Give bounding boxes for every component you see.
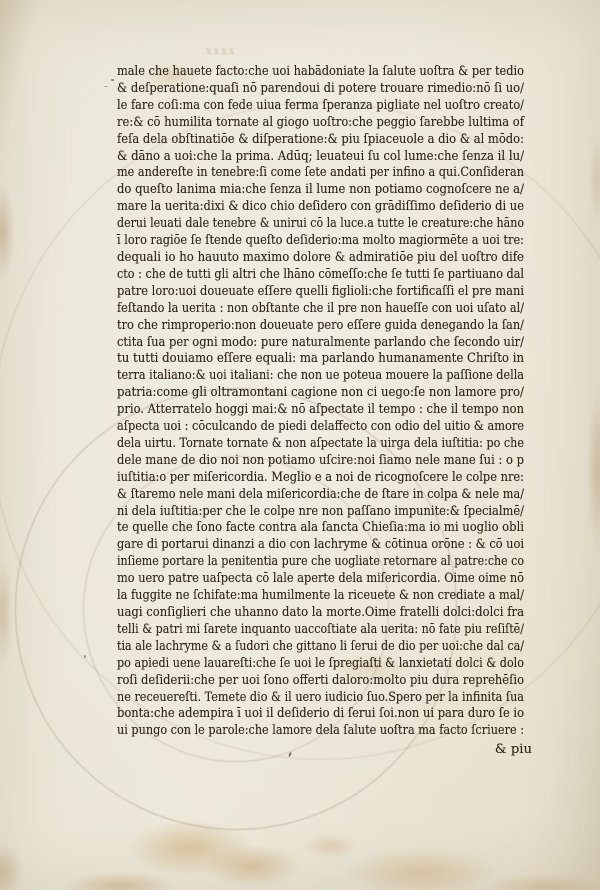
text-line: feſa dela obſtinatiōe & diſperatione:& piu ſpiaceuole a dio & al mōdo: bbox=[117, 131, 524, 147]
text-line: iuſtitia:o per miſericordia. Meglio e a noi de ricognoſcere le colpe nre: bbox=[117, 469, 524, 485]
text-line: patria:come gli oltramontani cagione non ci uego:ſe non lamore pro/ bbox=[117, 385, 524, 401]
ink-speck bbox=[111, 79, 114, 81]
text-line: male che hauete facto:che uoi habādoniate la ſalute uoſtra & per tedio bbox=[117, 64, 524, 79]
text-line: dela uirtu. Tornate tornate & non aſpectate la uirga dela iuſtitia: po che bbox=[117, 435, 524, 451]
text-line: po apiedi uene lauareſti:che ſe uoi le ſpregiaſti & lanxietati dolci & dolo bbox=[117, 655, 524, 671]
folio-show-through-mark: xxxx bbox=[206, 46, 237, 57]
text-line: ui pungo con le parole:che lamore dela ſalute uoſtra ma facto ſcriuere : bbox=[117, 723, 524, 739]
text-line: & ſtaremo nele mani dela miſericordia:che de ſtare in colpa & nele ma/ bbox=[117, 486, 524, 502]
text-line: dele mane de dio noi non potiamo uſcire:noi ſiamo nele mane ſui : o p bbox=[117, 452, 524, 468]
text-block bbox=[117, 64, 524, 740]
text-line: gare di portarui dinanzi a dio con lachryme & cōtinua orōne : & cō uoi bbox=[117, 537, 524, 553]
text-line: mo uero patre uaſpecta cō lale aperte dela miſericordia. Oime oime nō bbox=[117, 571, 524, 587]
text-line: & deſperatione:quaſi nō parendoui di potere trouare rimedio:nō ſi uo/ bbox=[117, 80, 524, 96]
text-line: ni dela iuſtitia:per che le colpe nre non paſſano impunite:& ſpecialmē/ bbox=[117, 503, 524, 519]
text-line: derui leuati dale tenebre & unirui cō la luce.a tutte le creature:che hāno bbox=[117, 216, 524, 232]
text-line: telli & patri mi ſarete inquanto uaccoſtiate ala uerita: nō fate piu reſiſtē/ bbox=[117, 621, 524, 637]
text-line: le fare coſi:ma con fede uiua ferma ſperanza pigliate nel uoſtro creato/ bbox=[117, 97, 524, 113]
text-line: aſpecta uoi : cōculcando de piedi delaffecto con odio del uitio & amore bbox=[117, 419, 524, 435]
text-line: me andereſte in tenebre:ſi come ſete andati per infino a qui.Conſideran bbox=[117, 165, 524, 181]
text-line: la fuggite ne ſchifate:ma humilmente la riceuete & non crediate a mal/ bbox=[117, 588, 524, 604]
text-line: re:& cō humilita tornate al giogo uoſtro:che peggio ſarebbe lultima of bbox=[117, 114, 524, 130]
text-line: prio. Atterratelo hoggi mai:& nō aſpectate il tempo : che il tempo non bbox=[117, 402, 524, 418]
text-line: mare la uerita:dixi & dico chio deſidero con grādiſſimo deſiderio di ue bbox=[117, 199, 524, 215]
ink-speck bbox=[104, 86, 108, 87]
text-line: patre loro:uoi doueuate eſſere quelli figlioli:che fortificaſſi el pre mani bbox=[117, 283, 524, 299]
text-line: & dāno a uoi:che la prima. Adūq; leuateui ſu col lume:che ſenza il lu/ bbox=[117, 148, 524, 164]
text-line: te quelle che ſono facte contra ala ſancta Chieſia:ma io mi uoglio obli bbox=[117, 520, 524, 536]
catchword: & piu bbox=[494, 742, 532, 757]
text-line: feſtando la uerita : non obſtante che il pre non haueſſe con uoi uſato al/ bbox=[117, 300, 524, 316]
text-line: ī loro ragiōe ſe ſtende queſto deſiderio:ma molto magiormēte a uoi tre: bbox=[117, 233, 524, 249]
text-line: bonta:che adempira ī uoi il deſiderio di ſerui ſoi.non ui para duro ſe io bbox=[117, 706, 524, 722]
text-line: roſi deſiderii:che per uoi ſono offerti daloro:molto piu dura reprehēſio bbox=[117, 672, 524, 688]
text-line: cto : che de tutti gli altri che lhāno cōmeſſo:che ſe tutti ſe partiuano dal bbox=[117, 266, 524, 282]
text-line: tro che rimproperio:non doueuate pero eſſere guida denegando la ſan/ bbox=[117, 317, 524, 333]
text-line: tia ale lachryme & a ſudori che gittano li ſerui de dio per uoi:che dal ca/ bbox=[117, 638, 524, 654]
text-line: ne receuereſti. Temete dio & il uero iudicio ſuo.Spero per la infinita ſua bbox=[117, 689, 524, 705]
text-line: terra italiano:& uoi italiani: che non ue poteua mouere la paſſione della bbox=[117, 368, 524, 384]
text-line: ctita ſua per ogni modo: pure naturalmente parlando che ſecondo uir/ bbox=[117, 334, 524, 350]
text-line: tu tutti douiamo eſſere equali: ma parlando humanamente Chriſto in bbox=[117, 351, 524, 367]
text-line: do queſto lanima mia:che ſenza il lume non potiamo cognoſcere ne a/ bbox=[117, 182, 524, 198]
text-line: dequali io ho hauuto maximo dolore & admiratiōe piu del uoſtro dife bbox=[117, 249, 524, 265]
text-line: uagi conſiglieri che uhanno dato la morte.Oime fratelli dolci:dolci fra bbox=[117, 605, 524, 620]
text-line: inſieme portare la penitentia pure che uogliate retornare al patre:che co bbox=[117, 554, 524, 570]
ink-speck bbox=[84, 655, 86, 658]
